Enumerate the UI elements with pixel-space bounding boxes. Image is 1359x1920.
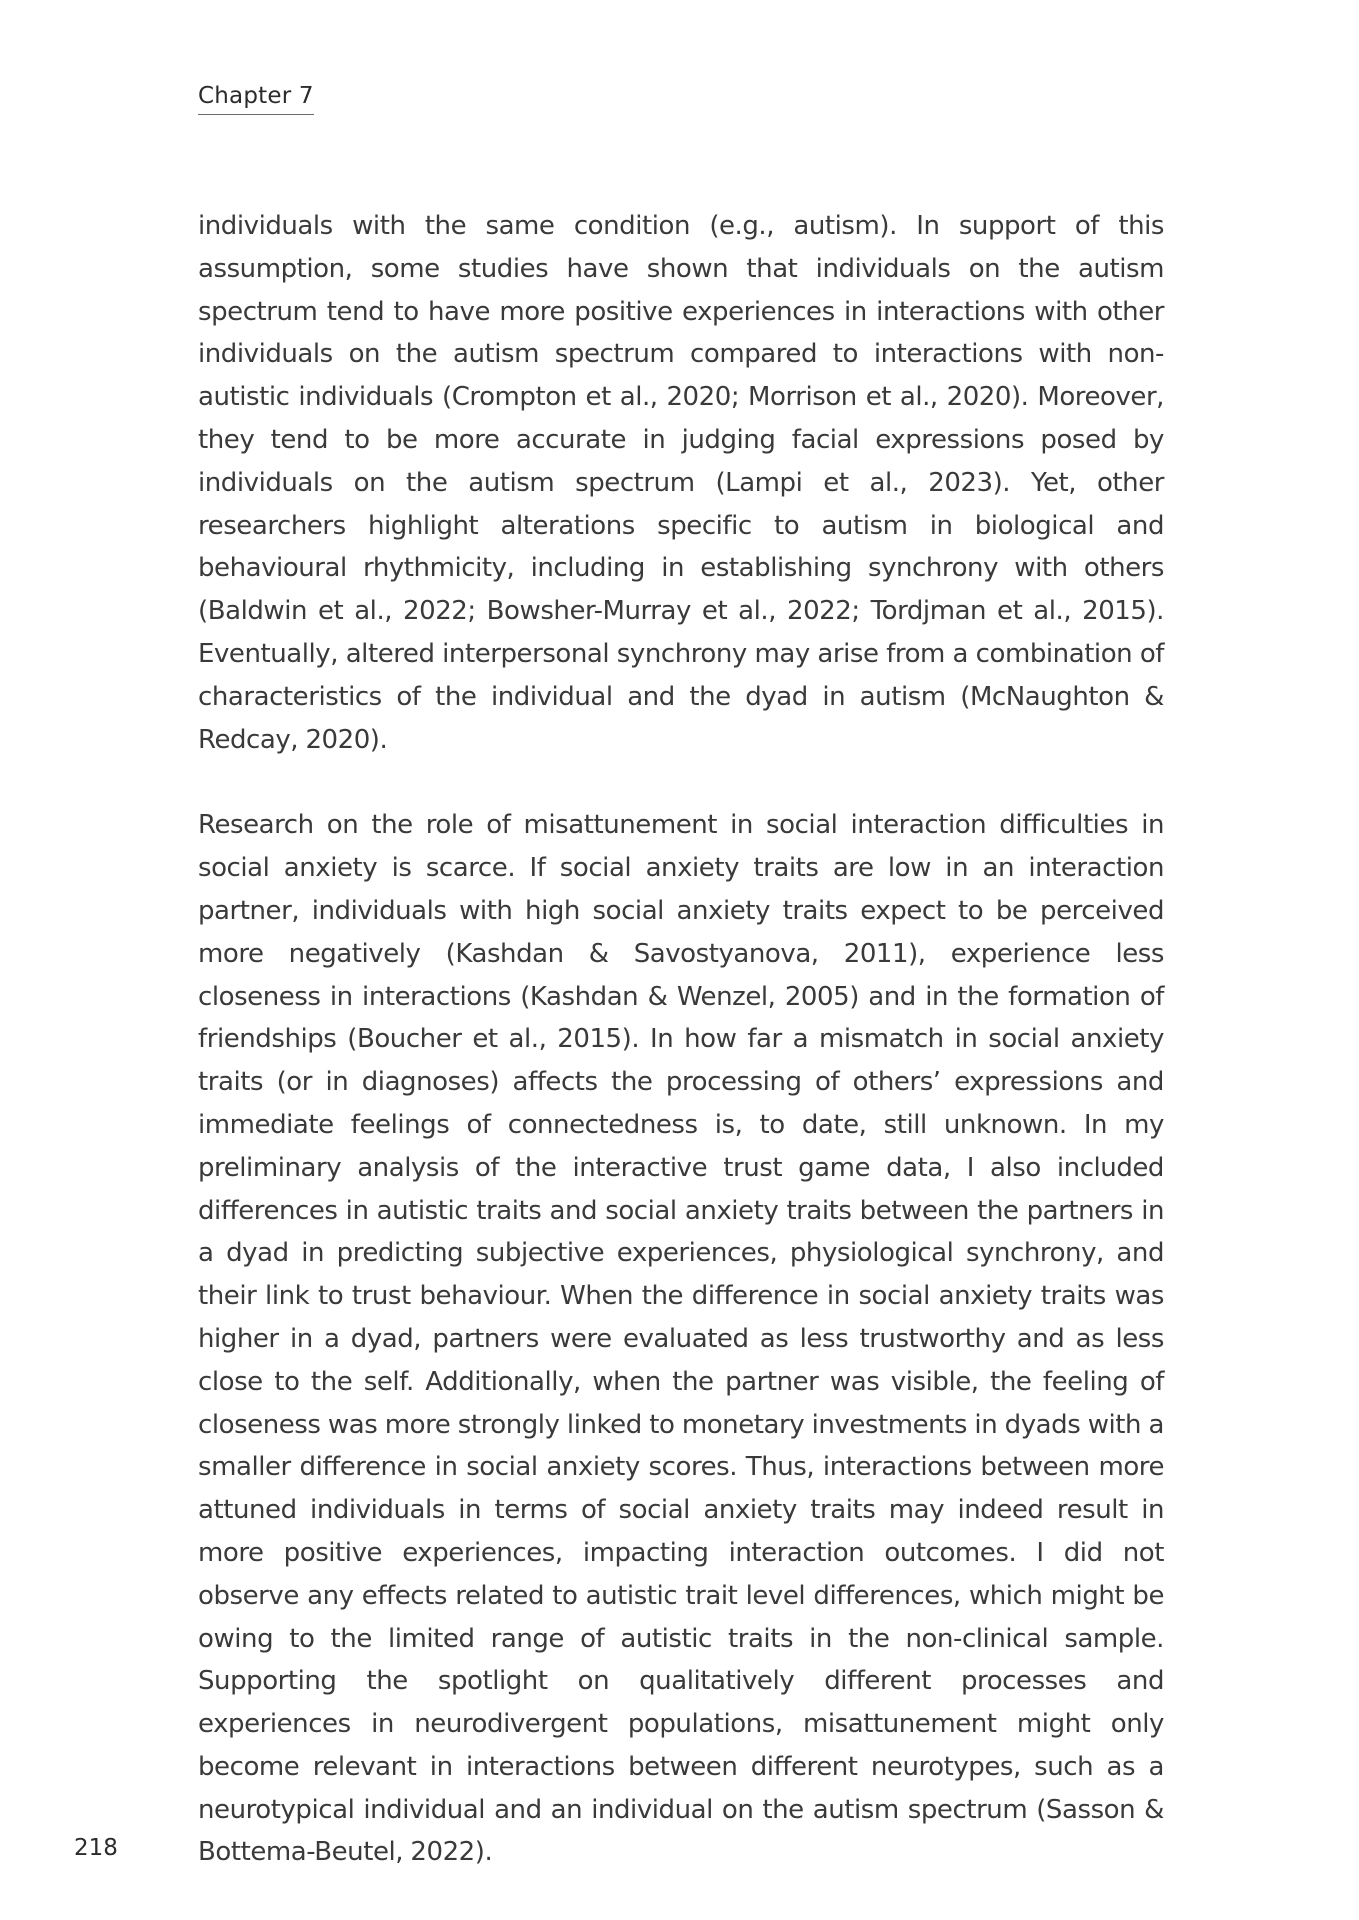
paragraph-1: individuals with the same condition (e.g., autism). In support of this assumption, some studies have shown that individuals on the autism spectrum tend to have more positive experiences in interactions with other individuals on the autism spectrum compared to interactions with non-autistic individuals (Crompton et al., 2020; Morrison et al., 2020). Moreover, they tend to be more accurate in judging facial expressions posed by individuals on the autism spectrum (Lampi et al., 2023). Yet, other researchers highlight alterations specific to autism in biological and behavioural rhythmicity, including in establishing synchrony with others (Baldwin et al., 2022; Bowsher-Murray et al., 2022; Tordjman et al., 2015). Eventually, altered interpersonal synchrony may arise from a combination of characteristics of the individual and the dyad in autism (McNaughton & Redcay, 2020). [198,211,1164,755]
paragraph-2: Research on the role of misattunement in social interaction difficulties in social anxiety is scarce. If social anxiety traits are low in an interaction partner, individuals with high social anxiety traits expect to be perceived more negatively (Kashdan & Savostyanova, 2011), experience less closeness in interactions (Kashdan & Wenzel, 2005) and in the formation of friendships (Boucher et al., 2015). In how far a mismatch in social anxiety traits (or in diagnoses) affects the processing of others’ expressions and immediate feelings of connectedness is, to date, still unknown. In my preliminary analysis of the interactive trust game data, I also included differences in autistic traits and social anxiety traits between the partners in a dyad in predicting subjective experiences, physiological synchrony, and their link to trust behaviour. When the difference in social anxiety traits was higher in a dyad, partners were evaluated as less trustworthy and as less close to the self. Additionally, when the partner was visible, the feeling of closeness was more strongly linked to monetary investments in dyads with a smaller difference in social anxiety scores. Thus, interactions between more attuned individuals in terms of social anxiety traits may indeed result in more positive experiences, impacting interaction outcomes. I did not observe any effects related to autistic trait level differences, which might be owing to the limited range of autistic traits in the non-clinical sample. Supporting the spotlight on qualitatively different processes and experiences in neurodivergent populations, misattunement might only become relevant in interactions between different neurotypes, such as a neurotypical individual and an individual on the autism spectrum (Sasson & Bottema-Beutel, 2022). [198,810,1164,1868]
page-number: 218 [74,1835,118,1861]
running-header-chapter: Chapter 7 [198,82,314,115]
body-text [198,205,1164,1917]
